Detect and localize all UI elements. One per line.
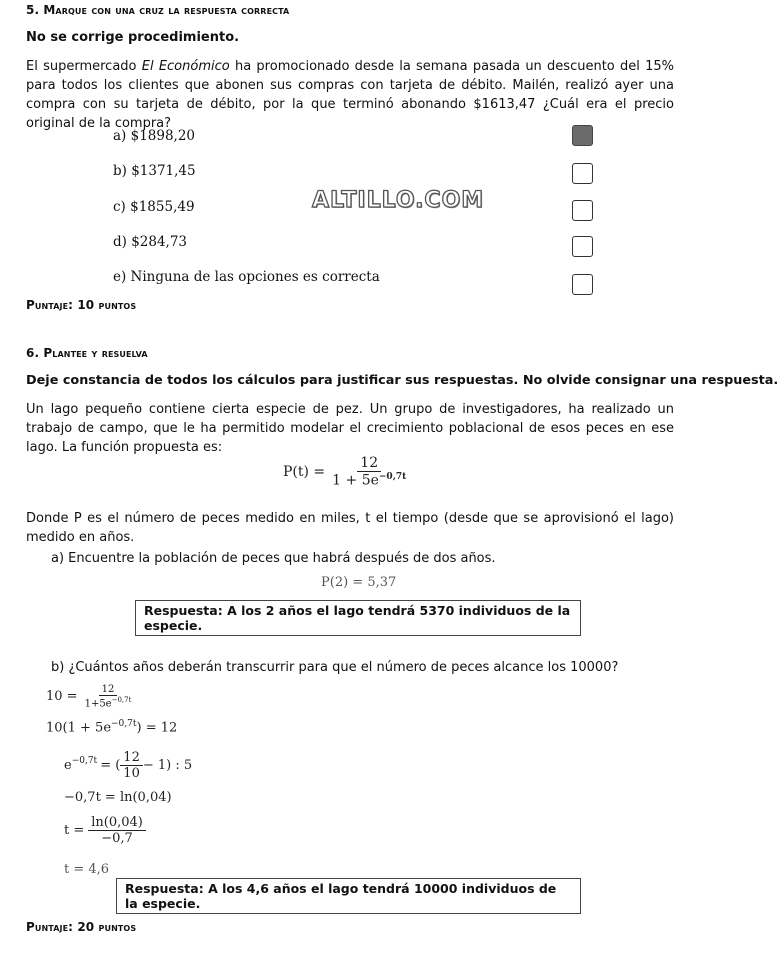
q5-score: Puntaje: 10 puntos [26, 298, 137, 312]
part-b-step1: 10 = $\frac{12}{1+5e^{-0,7t}}$ [46, 684, 132, 710]
option-d: d) $284,73 [113, 234, 188, 250]
checkbox-option-b[interactable] [572, 163, 593, 184]
part-b-answer: Respuesta: A los 4,6 años el lago tendrá 10000 individuos de la especie. [116, 878, 581, 914]
part-b-step6: t = 4,6 [64, 862, 110, 877]
checkbox-option-d[interactable] [572, 236, 593, 257]
population-formula: P(t) = $\frac{12}{1 + 5e^{-0,7t}}$ [283, 455, 407, 489]
part-b-step3: e $^{-0,7t}$ = ( $\frac{12}{10}$ − 1) : 5 [64, 750, 193, 781]
option-e: e) Ninguna de las opciones es correcta [113, 269, 380, 285]
part-b-step5: t = $\frac{\ln(0,04)}{-0,7}$ [64, 815, 146, 846]
checkbox-option-a[interactable] [572, 125, 593, 146]
part-a-work: P(2) = 5,37 [321, 575, 397, 590]
store-name: El Económico [141, 59, 230, 74]
option-a: a) $1898,20 [113, 128, 196, 144]
option-b: b) $1371,45 [113, 163, 196, 179]
checkbox-option-c[interactable] [572, 200, 593, 221]
part-b-step2: $10(1 + 5e^{-0,7t}) = 12$ [46, 719, 178, 736]
q5-note: No se corrige procedimiento. [26, 30, 240, 45]
checkbox-option-e[interactable] [572, 274, 593, 295]
part-b-step4: −0,7t = ln(0,04) [64, 790, 172, 805]
watermark-logo: ALTILLO.COM [312, 188, 485, 213]
option-c: c) $1855,49 [113, 199, 195, 215]
part-b-question: b) ¿Cuántos años deberán transcurrir para que el número de peces alcance los 10000? [51, 660, 619, 675]
q6-heading: 6. Plantee y resuelva [26, 346, 148, 360]
q6-intro: Un lago pequeño contiene cierta especie de pez. Un grupo de investigadores, ha realizado un trabajo de campo, que le ha permitido modelar el crecimiento poblacional de esos peces en ese lago. La función propuesta es: [26, 402, 674, 455]
q6-score: Puntaje: 20 puntos [26, 920, 137, 934]
part-a-question: a) Encuentre la población de peces que habrá después de dos años. [51, 551, 496, 566]
q5-heading: 5. Marque con una cruz la respuesta correcta [26, 3, 290, 17]
q5-statement: El supermercado El Económico ha promocionado desde la semana pasada un descuento del 15% para todos los clientes que abonen sus compras con tarjeta de débito. Mailén, realizó ayer una compra con su tarjeta de débito, por la que terminó abonando $1613,47 ¿Cuál era el precio original de la compra? [26, 59, 674, 131]
q6-instruction: Deje constancia de todos los cálculos para justificar sus respuestas. No olvide consignar una respuesta. [26, 373, 778, 388]
part-a-answer: Respuesta: A los 2 años el lago tendrá 5370 individuos de la especie. [135, 600, 581, 636]
q6-where: Donde P es el número de peces medido en miles, t el tiempo (desde que se aprovisionó el lago) medido en años. [26, 511, 674, 545]
